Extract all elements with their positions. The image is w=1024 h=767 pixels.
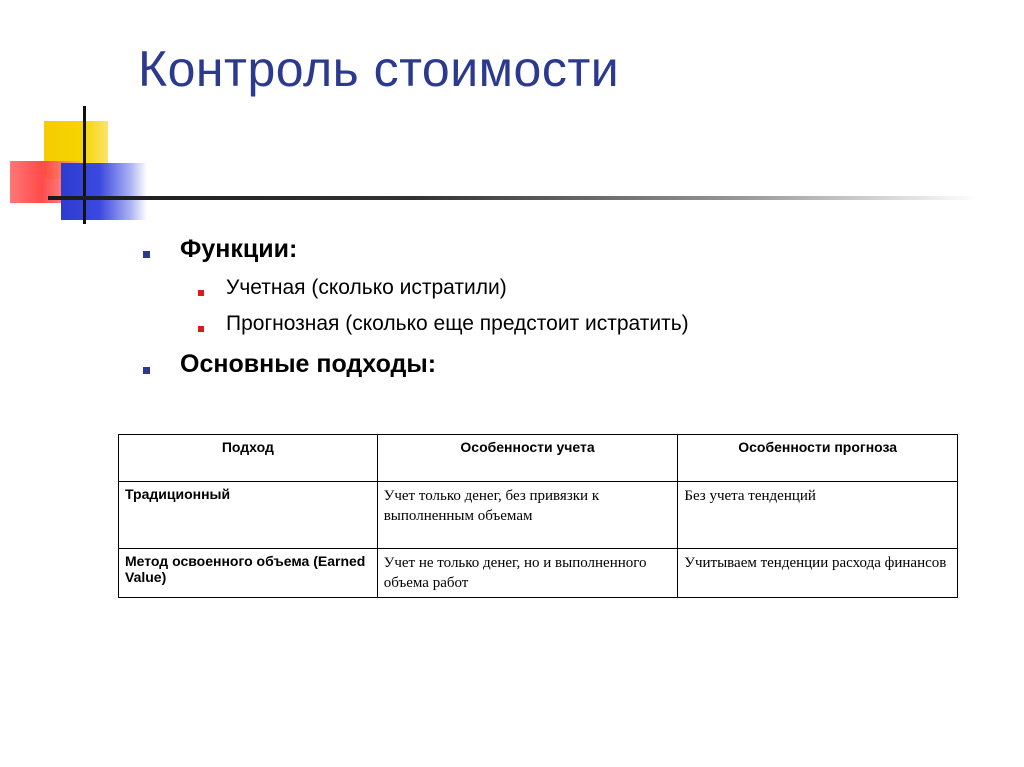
sub-bullet-accounting: Учетная (сколько истратили) xyxy=(226,276,507,299)
cell-accounting: Учет только денег, без привязки к выполненным объемам xyxy=(377,482,678,549)
bullet-square-icon xyxy=(143,367,150,374)
slide-title: Контроль стоимости xyxy=(138,41,620,97)
approaches-table xyxy=(118,434,958,598)
table-header-row xyxy=(119,435,958,482)
sub-bullet-square-icon xyxy=(198,326,204,332)
header-approach: Подход xyxy=(119,435,378,482)
cell-forecast: Без учета тенденций xyxy=(678,482,958,549)
horizontal-rule xyxy=(48,196,978,200)
bullet-approaches: Основные подходы: xyxy=(180,350,437,378)
bullet-functions: Функции: xyxy=(180,235,298,263)
sub-bullet-square-icon xyxy=(198,290,204,296)
vertical-rule xyxy=(83,106,86,224)
cell-accounting: Учет не только денег, но и выполненного объема работ xyxy=(377,549,678,598)
cell-approach: Метод освоенного объема (Earned Value) xyxy=(119,549,378,598)
cell-forecast: Учитываем тенденции расхода финансов xyxy=(678,549,958,598)
blue-square xyxy=(61,163,147,220)
table-row xyxy=(119,549,958,598)
header-accounting: Особенности учета xyxy=(377,435,678,482)
cell-approach: Традиционный xyxy=(119,482,378,549)
sub-bullet-forecast: Прогнозная (сколько еще предстоит истратить) xyxy=(226,312,689,335)
table-row xyxy=(119,482,958,549)
header-forecast: Особенности прогноза xyxy=(678,435,958,482)
bullet-square-icon xyxy=(143,251,150,258)
